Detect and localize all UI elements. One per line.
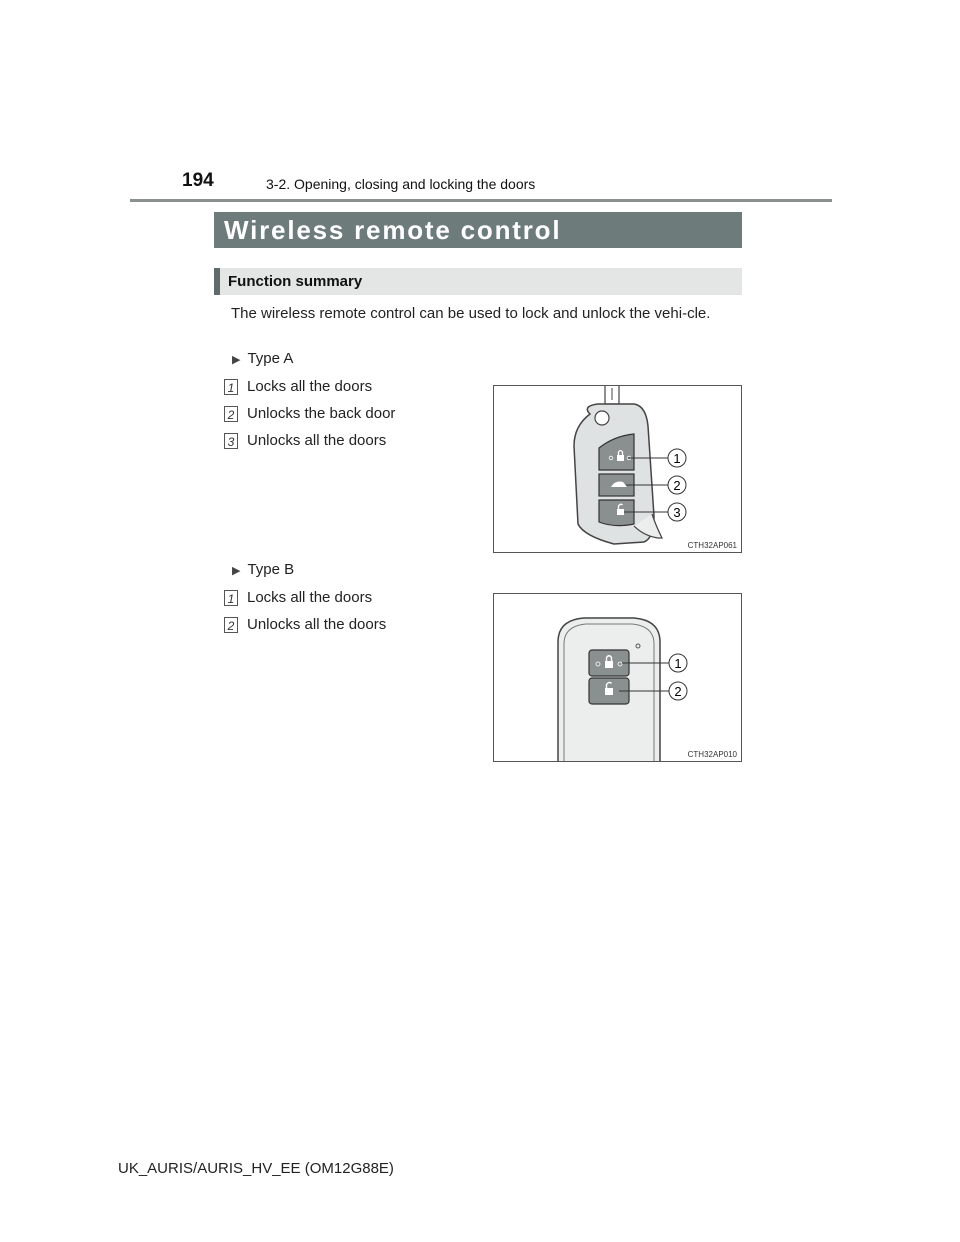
page-title: Wireless remote control [214,212,742,248]
page-number: 194 [182,170,214,191]
item-number: 2 [224,406,238,422]
type-a-item [224,405,395,422]
item-number: 1 [224,590,238,606]
figure-code: CTH32AP010 [687,750,737,759]
item-text: Unlocks the back door [247,405,396,422]
key-blade-icon [605,386,619,404]
item-text: Locks all the doors [247,589,373,606]
footer-model-code: UK_AURIS/AURIS_HV_EE (OM12G88E) [118,1160,394,1177]
figure-code: CTH32AP061 [687,541,737,550]
type-a-label: Type A [247,350,294,367]
type-b-item [224,616,386,633]
type-b-label: Type B [247,561,295,578]
callout-number: 1 [674,656,682,671]
callout-number: 1 [673,451,681,466]
triangle-bullet-icon: ▶ [232,565,241,577]
callout-number: 2 [674,684,682,699]
item-number: 3 [224,433,238,449]
type-b-heading [232,561,294,578]
item-text: Unlocks all the doors [247,432,387,449]
item-text: Locks all the doors [247,378,373,395]
type-a-item [224,378,372,395]
triangle-bullet-icon: ▶ [232,354,241,366]
type-a-key-figure [493,385,742,553]
header-rule [130,199,832,202]
type-b-item [224,589,372,606]
item-text: Unlocks all the doors [247,616,387,633]
subsection-title: Function summary [214,268,742,295]
section-title: 3-2. Opening, closing and locking the doors [266,176,536,192]
item-number: 2 [224,617,238,633]
type-a-item [224,432,386,449]
unlock-button-icon [599,500,634,526]
callout-number: 3 [673,505,681,520]
type-a-heading [232,350,293,367]
callout-number: 2 [673,478,681,493]
type-b-key-figure [493,593,742,762]
item-number: 1 [224,379,238,395]
intro-paragraph: The wireless remote control can be used to lock and unlock the vehi-cle. [231,305,711,322]
